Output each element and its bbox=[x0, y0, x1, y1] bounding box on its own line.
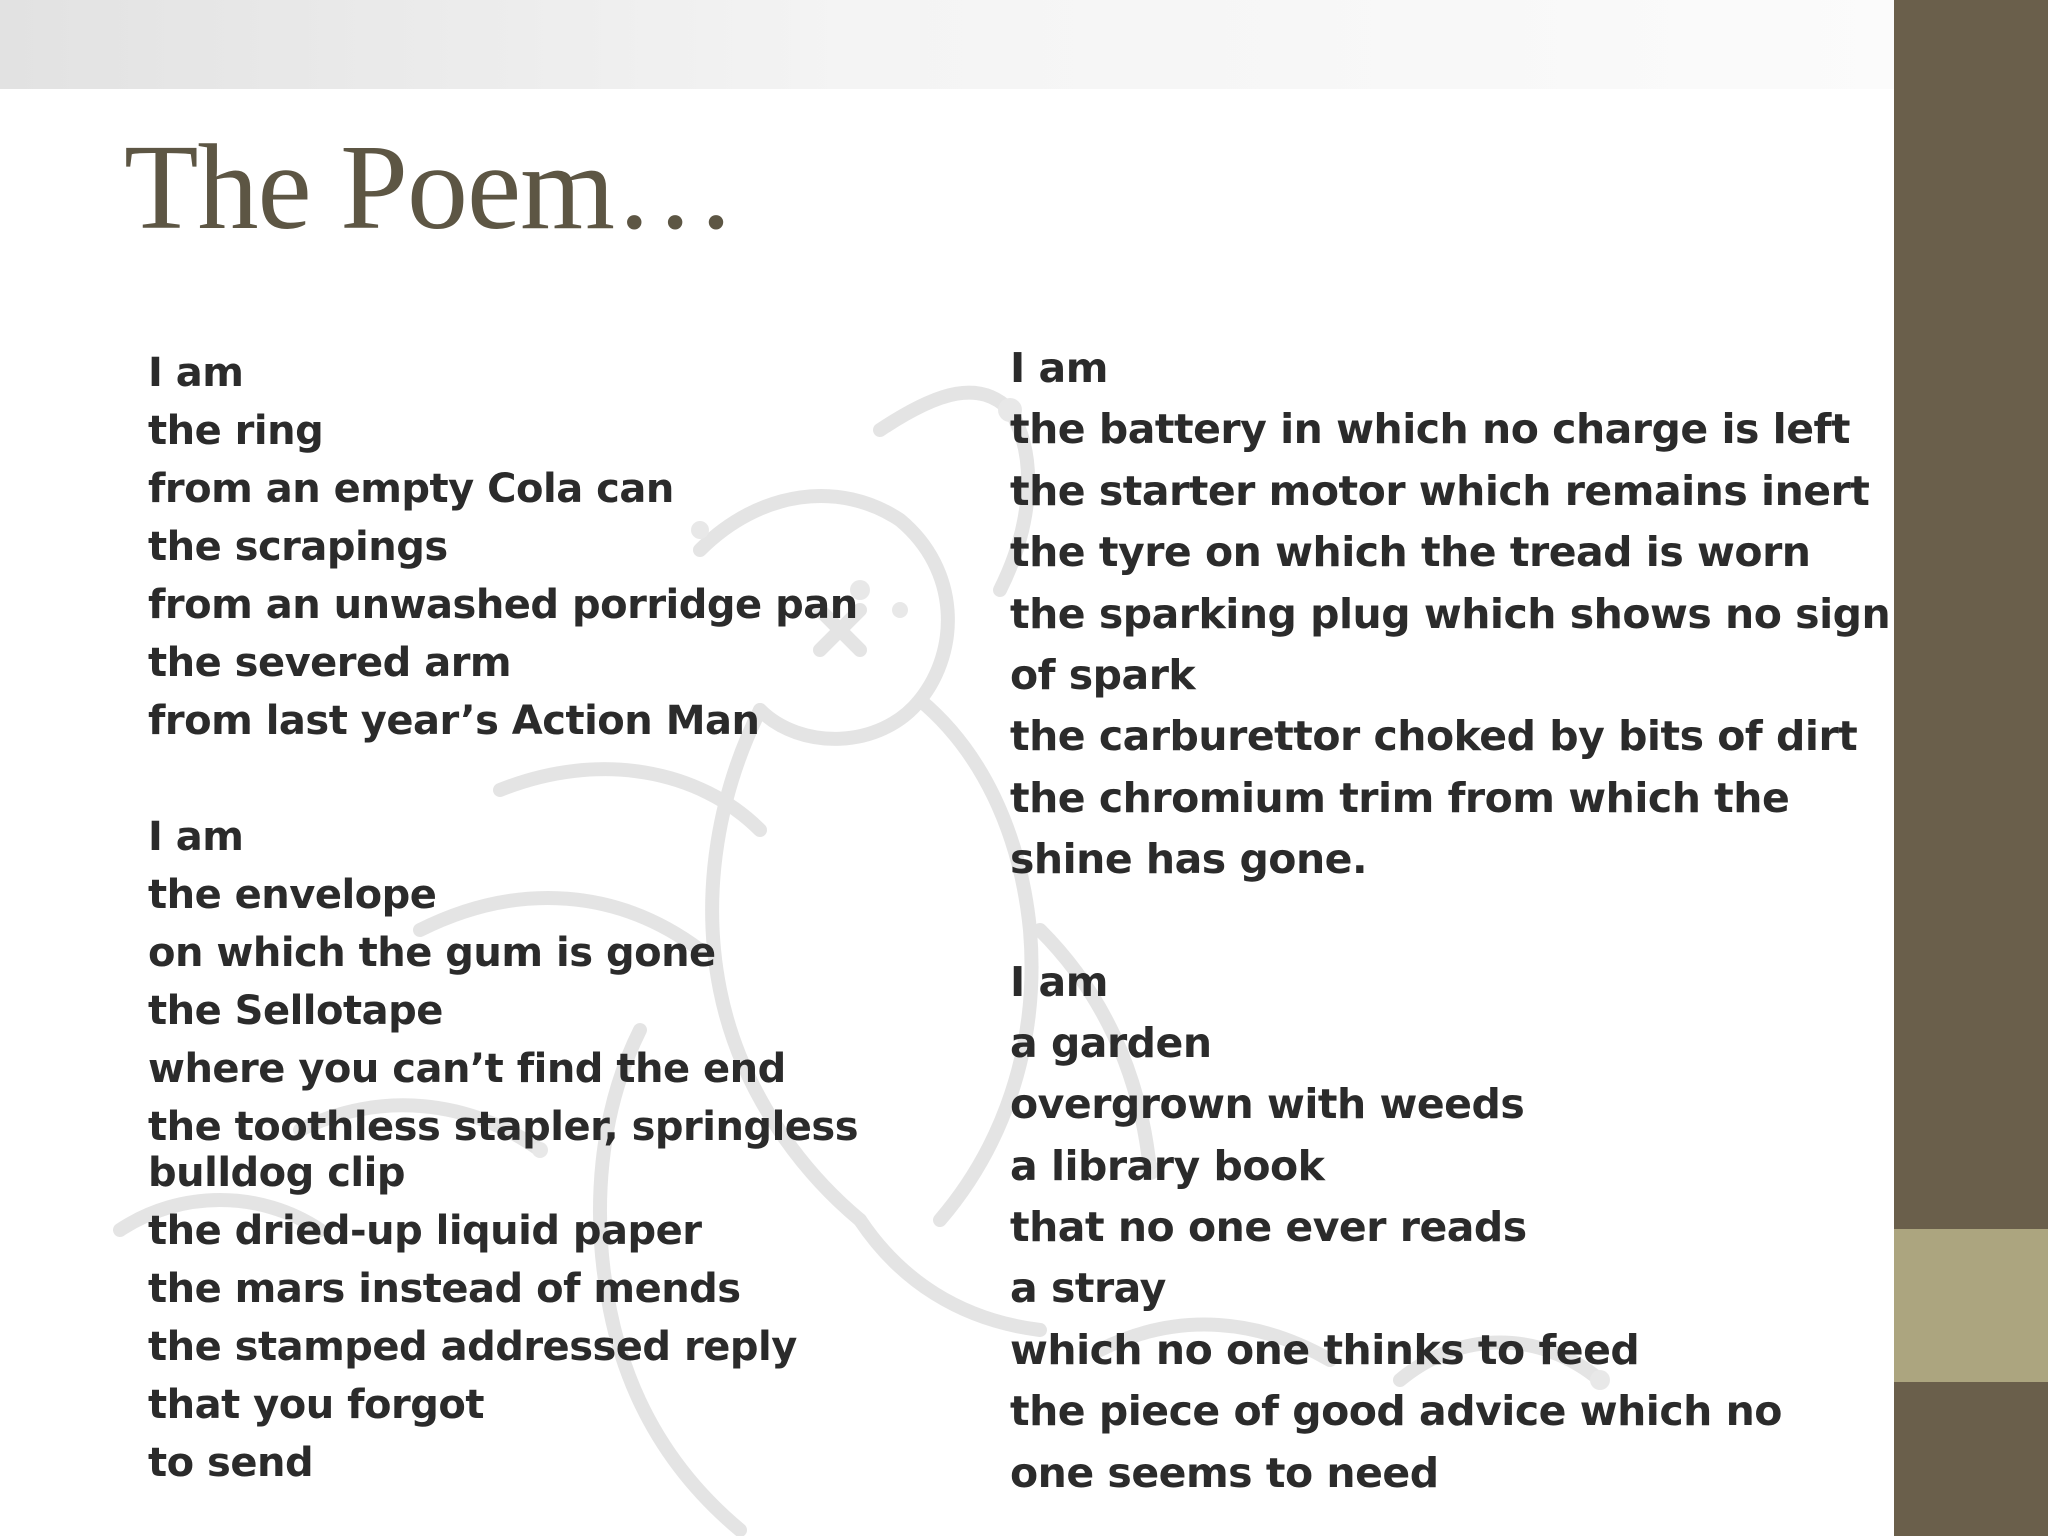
poem-line: I am bbox=[1010, 344, 1108, 392]
poem-line: one seems to need bbox=[1010, 1448, 1439, 1497]
poem-line: the carburettor choked by bits of dirt bbox=[1010, 712, 1858, 761]
poem-line: on which the gum is gone bbox=[148, 930, 716, 976]
poem-line: I am bbox=[148, 350, 244, 396]
poem-stanza bbox=[1010, 952, 1880, 1505]
poem-line: from an empty Cola can bbox=[148, 466, 674, 512]
poem-line: the starter motor which remains inert bbox=[1010, 466, 1870, 515]
poem-line: the scrapings bbox=[148, 524, 448, 570]
poem-line: of spark bbox=[1010, 650, 1196, 699]
poem-line: the toothless stapler, springless bulldog clip bbox=[148, 1104, 859, 1196]
poem-line: the piece of good advice which no bbox=[1010, 1387, 1782, 1436]
poem-line: from an unwashed porridge pan bbox=[148, 582, 858, 628]
poem-line: where you can’t find the end bbox=[148, 1046, 786, 1092]
poem-line: from last year’s Action Man bbox=[148, 698, 760, 744]
poem-right-column bbox=[1010, 338, 1891, 1504]
poem-line: the tyre on which the tread is worn bbox=[1010, 528, 1811, 577]
poem-line: a garden bbox=[1010, 1018, 1212, 1067]
poem-line: I am bbox=[1010, 957, 1108, 1006]
poem-line: that you forgot bbox=[148, 1382, 484, 1428]
poem-line: which no one thinks to feed bbox=[1010, 1325, 1640, 1374]
poem-line: a library book bbox=[1010, 1141, 1325, 1190]
poem-line: a stray bbox=[1010, 1264, 1166, 1313]
poem-line: the dried-up liquid paper bbox=[148, 1208, 702, 1254]
poem-stanza bbox=[148, 808, 968, 1492]
poem-line: the sparking plug which shows no sign bbox=[1010, 589, 1891, 638]
poem-stanza bbox=[1010, 338, 1891, 891]
poem-line: the chromium trim from which the bbox=[1010, 773, 1790, 822]
poem-line: the ring bbox=[148, 408, 324, 454]
poem-line: the envelope bbox=[148, 872, 437, 918]
right-side-accent bbox=[1894, 1229, 2048, 1382]
poem-line: to send bbox=[148, 1440, 314, 1486]
poem-line: overgrown with weeds bbox=[1010, 1080, 1525, 1129]
poem-line: the Sellotape bbox=[148, 988, 443, 1034]
poem-line: that no one ever reads bbox=[1010, 1203, 1527, 1252]
slide-title: The Poem… bbox=[124, 120, 736, 255]
poem-left-column bbox=[148, 344, 968, 1492]
poem-line: I am bbox=[148, 814, 244, 860]
poem-line: the severed arm bbox=[148, 640, 512, 686]
poem-line: shine has gone. bbox=[1010, 835, 1368, 884]
poem-stanza bbox=[148, 344, 968, 750]
poem-line: the stamped addressed reply bbox=[148, 1324, 797, 1370]
poem-line: the mars instead of mends bbox=[148, 1266, 741, 1312]
top-band bbox=[0, 0, 1894, 89]
poem-line: the battery in which no charge is left bbox=[1010, 405, 1850, 454]
